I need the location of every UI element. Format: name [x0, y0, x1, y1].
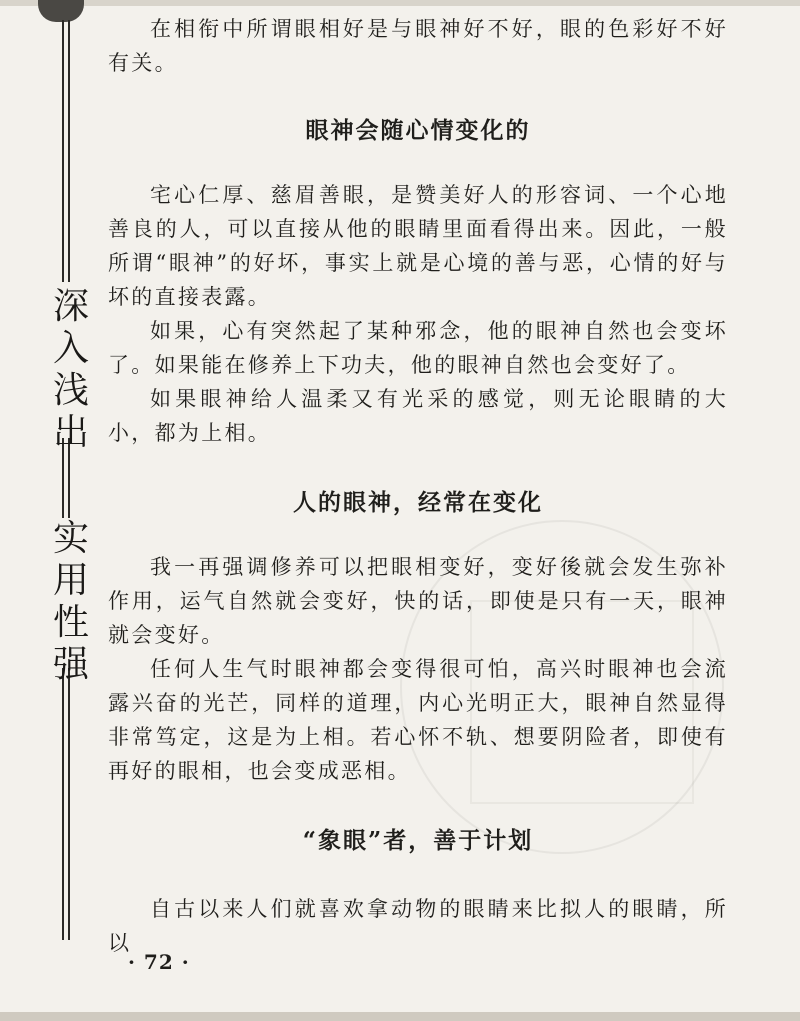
- side-char: 入: [52, 328, 89, 369]
- side-char: 浅: [52, 370, 89, 411]
- margin-rule-bottom: [62, 668, 64, 940]
- side-title-2: [46, 518, 96, 686]
- paragraph: 自古以来人们就喜欢拿动物的眼睛来比拟人的眼睛，所以: [108, 897, 728, 955]
- section-heading: 人的眼神，经常在变化: [293, 489, 543, 516]
- paragraph: 如果，心有突然起了某种邪念，他的眼神自然也会变坏了。如果能在修养上下功夫，他的眼神自然也会变好了。: [108, 319, 728, 377]
- corner-mark: [38, 0, 84, 22]
- section-heading: 眼神会随心情变化的: [305, 117, 531, 144]
- side-char: 出: [52, 412, 89, 453]
- margin-rule-bottom-inner: [68, 668, 70, 940]
- section-heading: “象眼”者，善于计划: [302, 827, 534, 854]
- page-number: · 72 ·: [128, 950, 190, 974]
- paragraph: 我一再强调修养可以把眼相变好，变好後就会发生弥补作用，运气自然就会变好，快的话，即使是只有一天，眼神就会变好。: [108, 555, 728, 647]
- side-char: 实: [52, 518, 89, 559]
- page-edge-bottom: [0, 1012, 800, 1021]
- paragraph: 如果眼神给人温柔又有光采的感觉，则无论眼睛的大小，都为上相。: [108, 387, 728, 445]
- margin-rule-top-inner: [68, 20, 70, 282]
- side-title-1: [46, 286, 96, 454]
- side-char: 用: [52, 560, 89, 601]
- side-char: 强: [52, 644, 89, 685]
- side-char: 性: [52, 602, 89, 643]
- margin-rule-top: [62, 20, 64, 282]
- side-char: 深: [52, 286, 89, 327]
- page-edge-top: [0, 0, 800, 6]
- paragraph: 在相衔中所谓眼相好是与眼神好不好，眼的色彩好不好有关。: [108, 17, 728, 75]
- paragraph: 宅心仁厚、慈眉善眼，是赞美好人的形容词、一个心地善良的人，可以直接从他的眼睛里面看得出来。因此，一般所谓“眼神”的好坏，事实上就是心境的善与恶，心情的好与坏的直接表露。: [108, 183, 728, 309]
- paragraph: 任何人生气时眼神都会变得很可怕，高兴时眼神也会流露兴奋的光芒，同样的道理，内心光明正大，眼神自然显得非常笃定，这是为上相。若心怀不轨、想要阴险者，即使有再好的眼相，也会变成恶相。: [108, 657, 728, 783]
